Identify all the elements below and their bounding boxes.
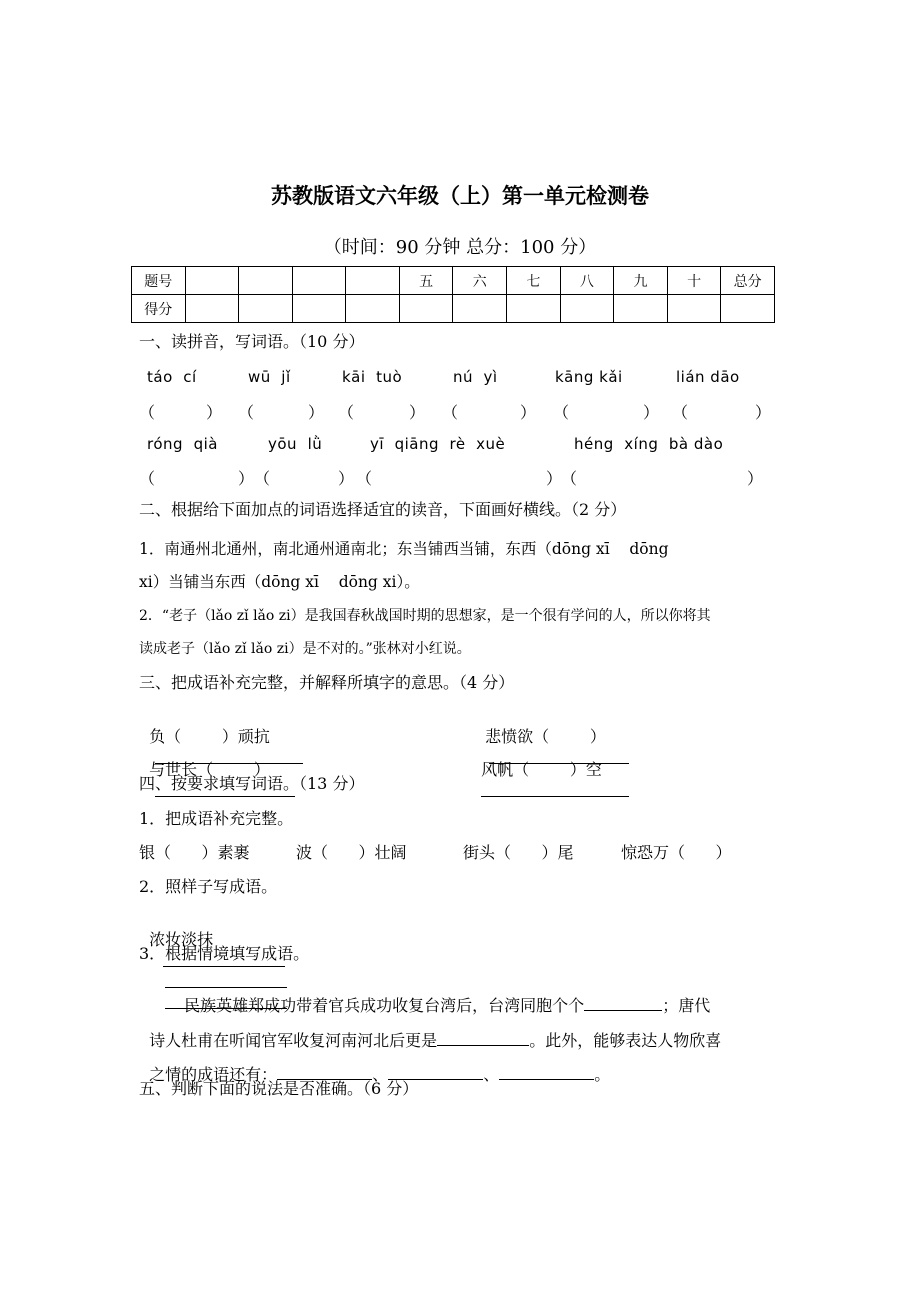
score-table-header-row bbox=[132, 267, 775, 295]
pinyin-item: yōu lǜ bbox=[268, 435, 323, 453]
score-input-cell[interactable] bbox=[721, 295, 775, 323]
page-subtitle: （时间：90 分钟 总分：100 分） bbox=[323, 237, 597, 258]
section-2-heading: 二、根据给下面加点的词语选择适宜的读音，下面画好横线。（2 分） bbox=[139, 500, 627, 519]
score-cell bbox=[346, 267, 400, 295]
close-bracket: ） bbox=[206, 403, 223, 422]
pinyin-item: nú yì bbox=[453, 368, 498, 386]
pinyin-item: lián dāo bbox=[676, 368, 740, 386]
close-bracket: ） bbox=[338, 469, 355, 488]
answer-line[interactable] bbox=[481, 780, 629, 797]
section-4-heading: 四、按要求填写词语。（13 分） bbox=[139, 774, 365, 793]
close-bracket: ） bbox=[546, 469, 563, 488]
score-input-cell[interactable] bbox=[185, 295, 239, 323]
score-input-cell[interactable] bbox=[667, 295, 721, 323]
open-bracket: （ bbox=[139, 469, 156, 488]
open-bracket: （ bbox=[254, 469, 271, 488]
context-text: 之情的成语还有： bbox=[149, 1065, 278, 1084]
idiom-fill-item: 银（ ）素裹 bbox=[139, 843, 250, 862]
open-bracket: （ bbox=[139, 403, 156, 422]
score-table-score-row bbox=[132, 295, 775, 323]
score-cell bbox=[239, 267, 293, 295]
question-2-1-line-2: xi）当铺当东西（dōng xī dōng xi）。 bbox=[139, 573, 420, 591]
score-input-cell[interactable] bbox=[399, 295, 453, 323]
section-5-heading: 五、判断下面的说法是否准确。（6 分） bbox=[139, 1079, 419, 1098]
score-cell: 总分 bbox=[721, 267, 775, 295]
context-text: 诗人杜甫在听闻官军收复河南河北后更是 bbox=[149, 1031, 438, 1050]
pinyin-item: kāng kǎi bbox=[555, 368, 623, 386]
score-row-label: 得分 bbox=[132, 295, 186, 323]
score-input-cell[interactable] bbox=[346, 295, 400, 323]
question-4-1: 1．把成语补充完整。 bbox=[139, 809, 294, 828]
score-cell: 八 bbox=[560, 267, 614, 295]
pinyin-item: róng qià bbox=[147, 435, 218, 453]
score-input-cell[interactable] bbox=[507, 295, 561, 323]
close-bracket: ） bbox=[409, 403, 426, 422]
idiom-fill-item: 波（ ）壮阔 bbox=[296, 843, 407, 862]
open-bracket: （ bbox=[356, 469, 373, 488]
idiom-text: 风帆（ ）空 bbox=[481, 760, 602, 779]
context-text: ；唐代 bbox=[662, 996, 711, 1015]
page-title: 苏教版语文六年级（上）第一单元检测卷 bbox=[271, 184, 649, 208]
close-bracket: ） bbox=[238, 469, 255, 488]
close-bracket: ） bbox=[308, 403, 325, 422]
period: 。 bbox=[594, 1065, 611, 1084]
question-4-3: 3．根据情境填写成语。 bbox=[139, 944, 310, 963]
score-input-cell[interactable] bbox=[239, 295, 293, 323]
close-bracket: ） bbox=[520, 403, 537, 422]
close-bracket: ） bbox=[755, 403, 772, 422]
score-cell bbox=[292, 267, 346, 295]
idiom-fill-item: 惊恐万（ ） bbox=[621, 843, 732, 862]
score-input-cell[interactable] bbox=[292, 295, 346, 323]
question-2-2-line-2: 读成老子（lǎo zǐ lǎo zi）是不对的。”张林对小红说。 bbox=[139, 641, 471, 657]
pinyin-item: kāi tuò bbox=[342, 368, 403, 386]
score-cell: 题号 bbox=[132, 267, 186, 295]
pinyin-item: táo cí bbox=[147, 368, 197, 386]
answer-line[interactable] bbox=[499, 1063, 594, 1080]
idiom-item bbox=[471, 738, 629, 801]
pinyin-item: yī qiāng rè xuè bbox=[370, 435, 506, 453]
score-table bbox=[131, 266, 775, 323]
question-4-2: 2．照样子写成语。 bbox=[139, 877, 278, 896]
score-cell: 十 bbox=[667, 267, 721, 295]
score-input-cell[interactable] bbox=[560, 295, 614, 323]
question-2-1-line-1: 1．南通州北通州，南北通州通南北；东当铺西当铺，东西（dōng xī dōng bbox=[139, 540, 669, 558]
idiom-text: 负（ ）顽抗 bbox=[149, 727, 270, 746]
pinyin-item: héng xíng bà dào bbox=[574, 435, 724, 453]
open-bracket: （ bbox=[442, 403, 459, 422]
example-idiom: 浓妆淡抹 bbox=[149, 930, 214, 949]
score-cell bbox=[185, 267, 239, 295]
score-cell: 五 bbox=[399, 267, 453, 295]
open-bracket: （ bbox=[561, 469, 578, 488]
idiom-fill-item: 街头（ ）尾 bbox=[463, 843, 574, 862]
score-input-cell[interactable] bbox=[453, 295, 507, 323]
close-bracket: ） bbox=[643, 403, 660, 422]
score-cell: 九 bbox=[614, 267, 668, 295]
score-cell: 六 bbox=[453, 267, 507, 295]
separator: 、 bbox=[483, 1065, 500, 1084]
idiom-text: 悲愤欲（ ） bbox=[485, 727, 606, 746]
context-text: 民族英雄郑成功带着官兵成功收复台湾后，台湾同胞个个 bbox=[184, 996, 585, 1015]
open-bracket: （ bbox=[238, 403, 255, 422]
open-bracket: （ bbox=[338, 403, 355, 422]
close-bracket: ） bbox=[747, 469, 764, 488]
section-3-heading: 三、把成语补充完整，并解释所填字的意思。（4 分） bbox=[139, 673, 515, 692]
score-cell: 七 bbox=[507, 267, 561, 295]
pinyin-item: wū jǐ bbox=[248, 368, 291, 386]
separator: 、 bbox=[372, 1065, 389, 1084]
context-text: 。此外，能够表达人物欣喜 bbox=[529, 1031, 722, 1050]
score-input-cell[interactable] bbox=[614, 295, 668, 323]
open-bracket: （ bbox=[672, 403, 689, 422]
open-bracket: （ bbox=[553, 403, 570, 422]
question-2-2-line-1: 2．“老子（lǎo zǐ lǎo zi）是我国春秋战国时期的思想家，是一个很有学问的人，所以你将其 bbox=[139, 608, 711, 624]
section-1-heading: 一、读拼音，写词语。（10 分） bbox=[139, 332, 365, 351]
idiom-text: 与世长（ ） bbox=[149, 760, 270, 779]
